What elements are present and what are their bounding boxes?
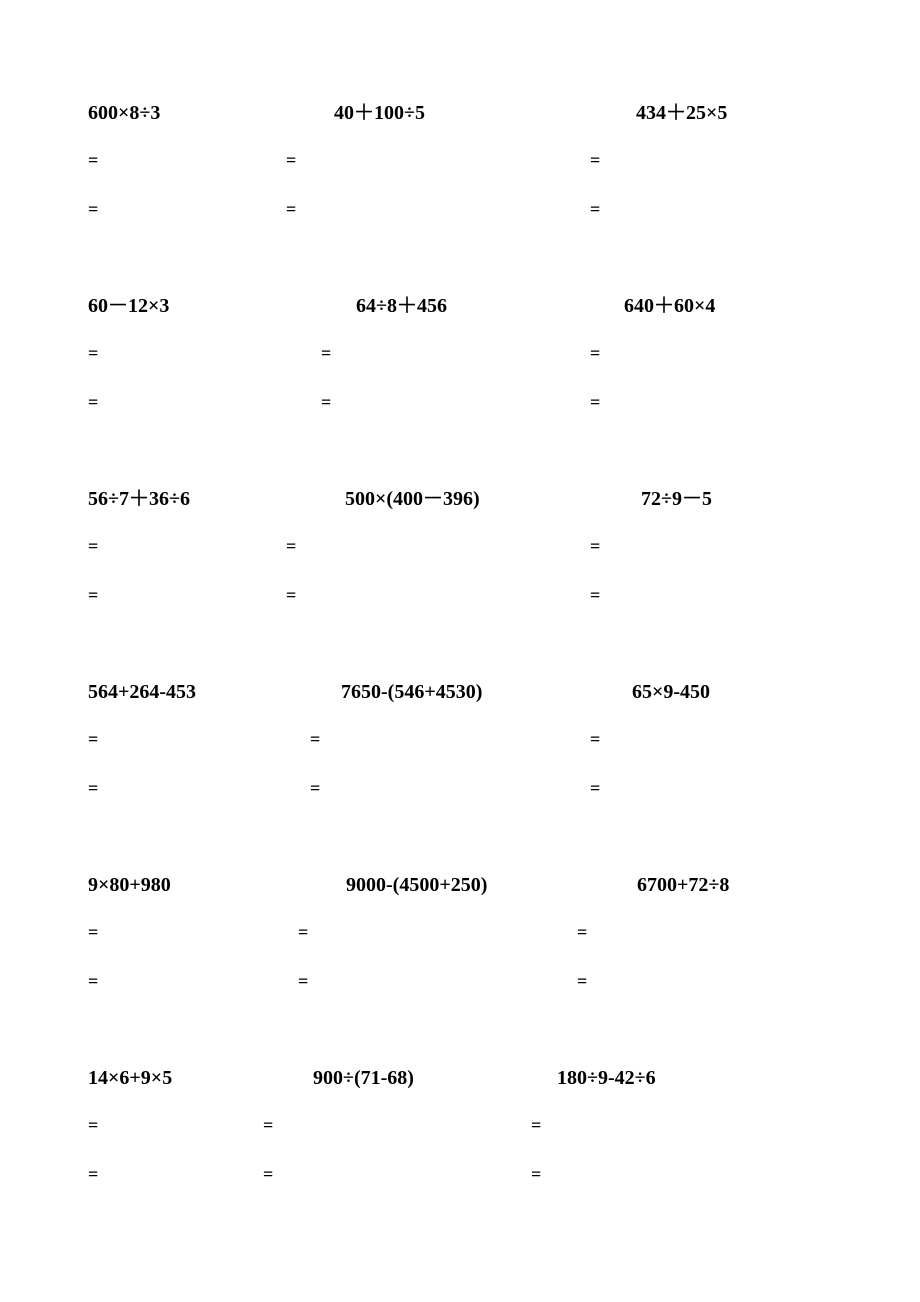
equals-sign: = [298, 971, 309, 991]
equals-sign: = [310, 778, 321, 798]
equals-sign: = [590, 150, 601, 170]
problem-expression: 600×8÷3 [88, 102, 161, 124]
equals-sign: = [88, 729, 99, 749]
problem-expression: 9×80+980 [88, 874, 171, 896]
problem-expression: 60－12×3 [88, 295, 170, 317]
equals-sign: = [531, 1164, 542, 1184]
equals-sign: = [286, 536, 297, 556]
equals-sign: = [88, 971, 99, 991]
equals-sign: = [577, 971, 588, 991]
problem-expression: 180÷9-42÷6 [557, 1067, 656, 1089]
problem-expression: 72÷9－5 [641, 488, 712, 510]
equals-sign: = [88, 922, 99, 942]
equals-sign: = [263, 1115, 274, 1135]
equals-sign: = [310, 729, 321, 749]
problem-expression: 56÷7＋36÷6 [88, 488, 190, 510]
problem-expression: 500×(400－396) [345, 488, 480, 510]
problem-expression: 64÷8＋456 [356, 295, 447, 317]
equals-sign: = [590, 585, 601, 605]
equals-sign: = [531, 1115, 542, 1135]
equals-sign: = [88, 1115, 99, 1135]
equals-sign: = [88, 585, 99, 605]
equals-sign: = [88, 392, 99, 412]
equals-sign: = [286, 199, 297, 219]
equals-sign: = [321, 343, 332, 363]
equals-sign: = [590, 199, 601, 219]
equals-sign: = [298, 922, 309, 942]
problem-expression: 40＋100÷5 [334, 102, 425, 124]
equals-sign: = [590, 729, 601, 749]
problem-expression: 14×6+9×5 [88, 1067, 173, 1089]
equals-sign: = [577, 922, 588, 942]
problem-expression: 9000-(4500+250) [346, 874, 488, 896]
equals-sign: = [88, 150, 99, 170]
equals-sign: = [590, 536, 601, 556]
problem-expression: 7650-(546+4530) [341, 681, 483, 703]
equals-sign: = [88, 778, 99, 798]
problem-expression: 6700+72÷8 [637, 874, 730, 896]
equals-sign: = [88, 1164, 99, 1184]
equals-sign: = [590, 392, 601, 412]
equals-sign: = [286, 585, 297, 605]
problem-expression: 564+264-453 [88, 681, 197, 703]
problem-expression: 900÷(71-68) [313, 1067, 414, 1089]
equals-sign: = [286, 150, 297, 170]
equals-sign: = [321, 392, 332, 412]
equals-sign: = [88, 536, 99, 556]
equals-sign: = [88, 199, 99, 219]
equals-sign: = [590, 778, 601, 798]
problem-expression: 434＋25×5 [636, 102, 728, 124]
problem-expression: 640＋60×4 [624, 295, 716, 317]
equals-sign: = [590, 343, 601, 363]
equals-sign: = [88, 343, 99, 363]
equals-sign: = [263, 1164, 274, 1184]
problem-expression: 65×9-450 [632, 681, 711, 703]
